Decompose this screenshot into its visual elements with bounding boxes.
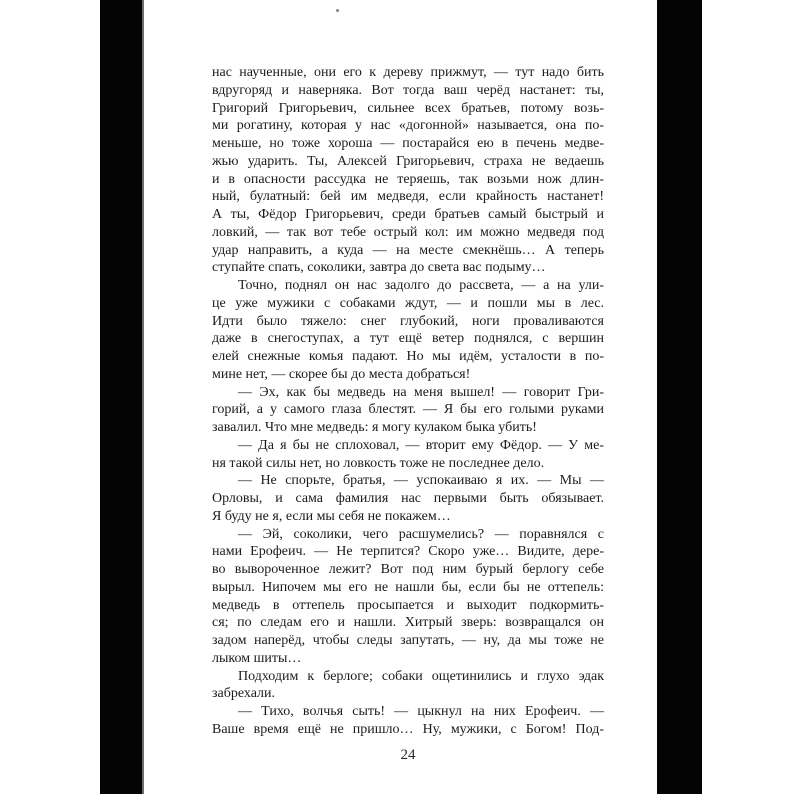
text-line: ня такой силы нет, но ловкость тоже не последнее дело.	[212, 455, 545, 471]
text-line: меньше, но тоже хороша — постарайся ею в печень медве-	[212, 136, 604, 151]
page-number: 24	[400, 747, 416, 763]
text-line: ся; по следам его и нашли. Хитрый зверь: возвращался он	[212, 615, 604, 631]
text-line: забрехали.	[212, 686, 276, 702]
text-line: завалил. Что мне медведь: я могу кулаком быка убить!	[212, 420, 537, 435]
text-line: елей снежные комья падают. Но мы идём, усталости в по-	[212, 349, 604, 364]
text-line: Григорий Григорьевич, сильнее всех братьев, потому возь-	[212, 100, 604, 116]
text-line: лыком шиты…	[212, 650, 302, 666]
text-line: Орловы, и сама фамилия нас первыми быть обязывает.	[212, 491, 604, 506]
text-line: горий, а у самого глаза блестят. — Я бы его голыми руками	[212, 402, 604, 418]
text-line: жью ударить. Ты, Алексей Григорьевич, страха не ведаешь	[212, 153, 604, 169]
text-line: нас наученные, они его к дереву прижмут, — тут надо бить	[212, 65, 604, 80]
text-line: — Эх, как бы медведь на меня вышел! — говорит Гри-	[238, 384, 604, 400]
text-line: — Тихо, волчья сыть! — цыкнул на них Ерофеич. —	[238, 704, 604, 719]
text-line: Подходим к берлоге; собаки ощетинились и глухо эдак	[238, 668, 604, 684]
print-speck	[336, 9, 339, 12]
text-line: и в опасности рассудка не теряешь, так возьми нож длин-	[212, 171, 604, 187]
page-text	[212, 64, 604, 739]
text-line: медведь в оттепель просыпается и выходит подкормить-	[212, 597, 604, 613]
text-line: вырыл. Нипочем мы его не нашли бы, если бы не оттепель:	[212, 579, 604, 595]
text-line: даже в снегоступах, а тут ещё ветер поднялся, с вершин	[212, 331, 604, 347]
text-line: задом наперёд, чтобы следы запутать, — ну, да мы тоже не	[212, 633, 604, 648]
book-page-photo	[100, 0, 702, 794]
text-line: — Да я бы не сплоховал, — вторит ему Фёдор. — У ме-	[238, 437, 604, 453]
text-line: ми рогатину, которая у нас «догонной» называется, она по-	[212, 118, 604, 134]
text-line: ступайте спать, соколики, завтра до света вас подыму…	[212, 260, 546, 276]
text-line: ловкий, — так вот тебе острый кол: им можно медведя под	[212, 224, 604, 240]
text-line: нами Ерофеич. — Не терпится? Скоро уже… Видите, дере-	[212, 544, 604, 560]
text-line: ный, булатный: бей им медведя, если крайность настанет!	[212, 189, 604, 205]
text-line: Точно, поднял он нас задолго до рассвета, — а на ули-	[238, 278, 604, 293]
book-page	[142, 0, 657, 794]
text-line: Я буду не я, если мы себя не покажем…	[212, 508, 451, 524]
text-line: вдругоряд и наверняка. Вот тогда ваш черёд настанет: ты,	[212, 82, 604, 98]
text-line: — Не спорьте, братья, — успокаиваю я их. — Мы —	[238, 473, 604, 489]
text-line: це уже мужики с собаками ждут, — и пошли мы в лес.	[212, 295, 604, 311]
text-line: — Эй, соколики, чего расшумелись? — поравнялся с	[238, 526, 604, 542]
text-line: Идти было тяжело: снег глубокий, ноги проваливаются	[212, 313, 604, 329]
text-line: А ты, Фёдор Григорьевич, среди братьев самый быстрый и	[212, 207, 604, 222]
text-line: мине нет, — скорее бы до места добраться!	[212, 366, 471, 382]
text-line: удар направить, а куда — на месте смекнёшь… А теперь	[212, 242, 604, 258]
text-line: Ваше время ещё не пришло… Ну, мужики, с Богом! Под-	[212, 721, 604, 737]
text-line: во вывороченное лежит? Вот под ним бурый берлогу себе	[212, 562, 604, 577]
